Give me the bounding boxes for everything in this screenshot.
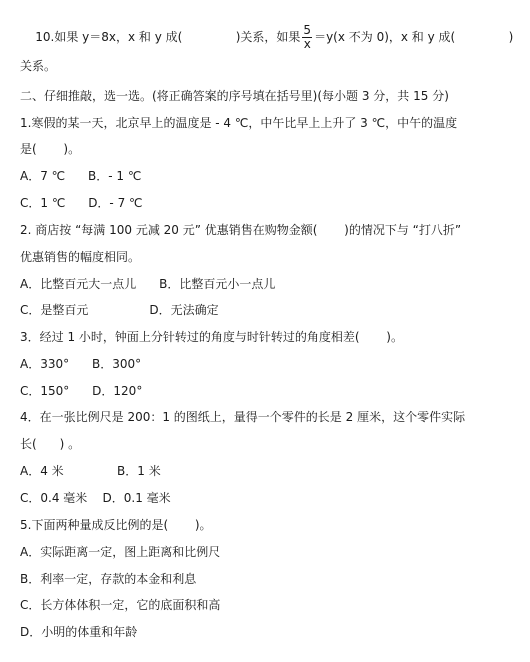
option-line: C．0.4 毫米 D．0.1 毫米 [20,491,171,505]
question-stem-line: 4．在一张比例尺是 200：1 的图纸上，量得一个零件的长是 2 厘米，这个零件实际 [20,410,466,424]
option-line: B．利率一定，存款的本金和利息 [20,572,197,586]
question-stem-line: 3．经过 1 小时，钟面上分针转过的角度与时针转过的角度相差( )。 [20,330,403,344]
question-stem-line: 5.下面两种量成反比例的是( )。 [20,518,212,532]
option-line: A．330° B．300° [20,357,142,371]
fraction-denominator: x [303,37,311,51]
option-line: A．7 ℃ B．- 1 ℃ [20,169,142,183]
fraction-numerator: 5 [303,23,312,37]
option-line: A．4 米 B．1 米 [20,464,161,478]
q10-line-1 [20,8,513,67]
question-stem-line: 是( )。 [20,142,81,156]
question-stem-line: 2. 商店按 “每满 100 元减 20 元” 优惠销售在购物金额( )的情况下与 “打八折” [20,223,462,237]
q10-text-part-1: 10.如果 y＝8x，x 和 y 成( )关系，如果 [35,30,301,44]
option-line: C．长方体体积一定，它的底面积和高 [20,598,221,612]
option-line: D．小明的体重和年龄 [20,625,138,639]
question-stem-line: 1.寒假的某一天，北京早上的温度是 - 4 ℃，中午比早上上升了 3 ℃，中午的温度 [20,116,458,130]
option-line: C．1 ℃ D．- 7 ℃ [20,196,143,210]
section-heading: 二、仔细推敲，选一选。(将正确答案的序号填在括号里)(每小题 3 分，共 15 分) [20,89,449,103]
question-stem-line: 优惠销售的幅度相同。 [20,250,141,264]
option-line: C．是整百元 D．无法确定 [20,303,219,317]
option-line: A．比整百元大一点儿 B．比整百元小一点儿 [20,277,276,291]
option-line: A．实际距离一定，图上距离和比例尺 [20,545,221,559]
q10-text-part-2: ＝y(x 不为 0)，x 和 y 成( ) [314,30,514,44]
q10-line-2: 关系。 [20,59,57,73]
fraction-5-over-x [302,24,312,51]
question-stem-line: 长( ) 。 [20,437,81,451]
option-line: C．150° D．120° [20,384,143,398]
